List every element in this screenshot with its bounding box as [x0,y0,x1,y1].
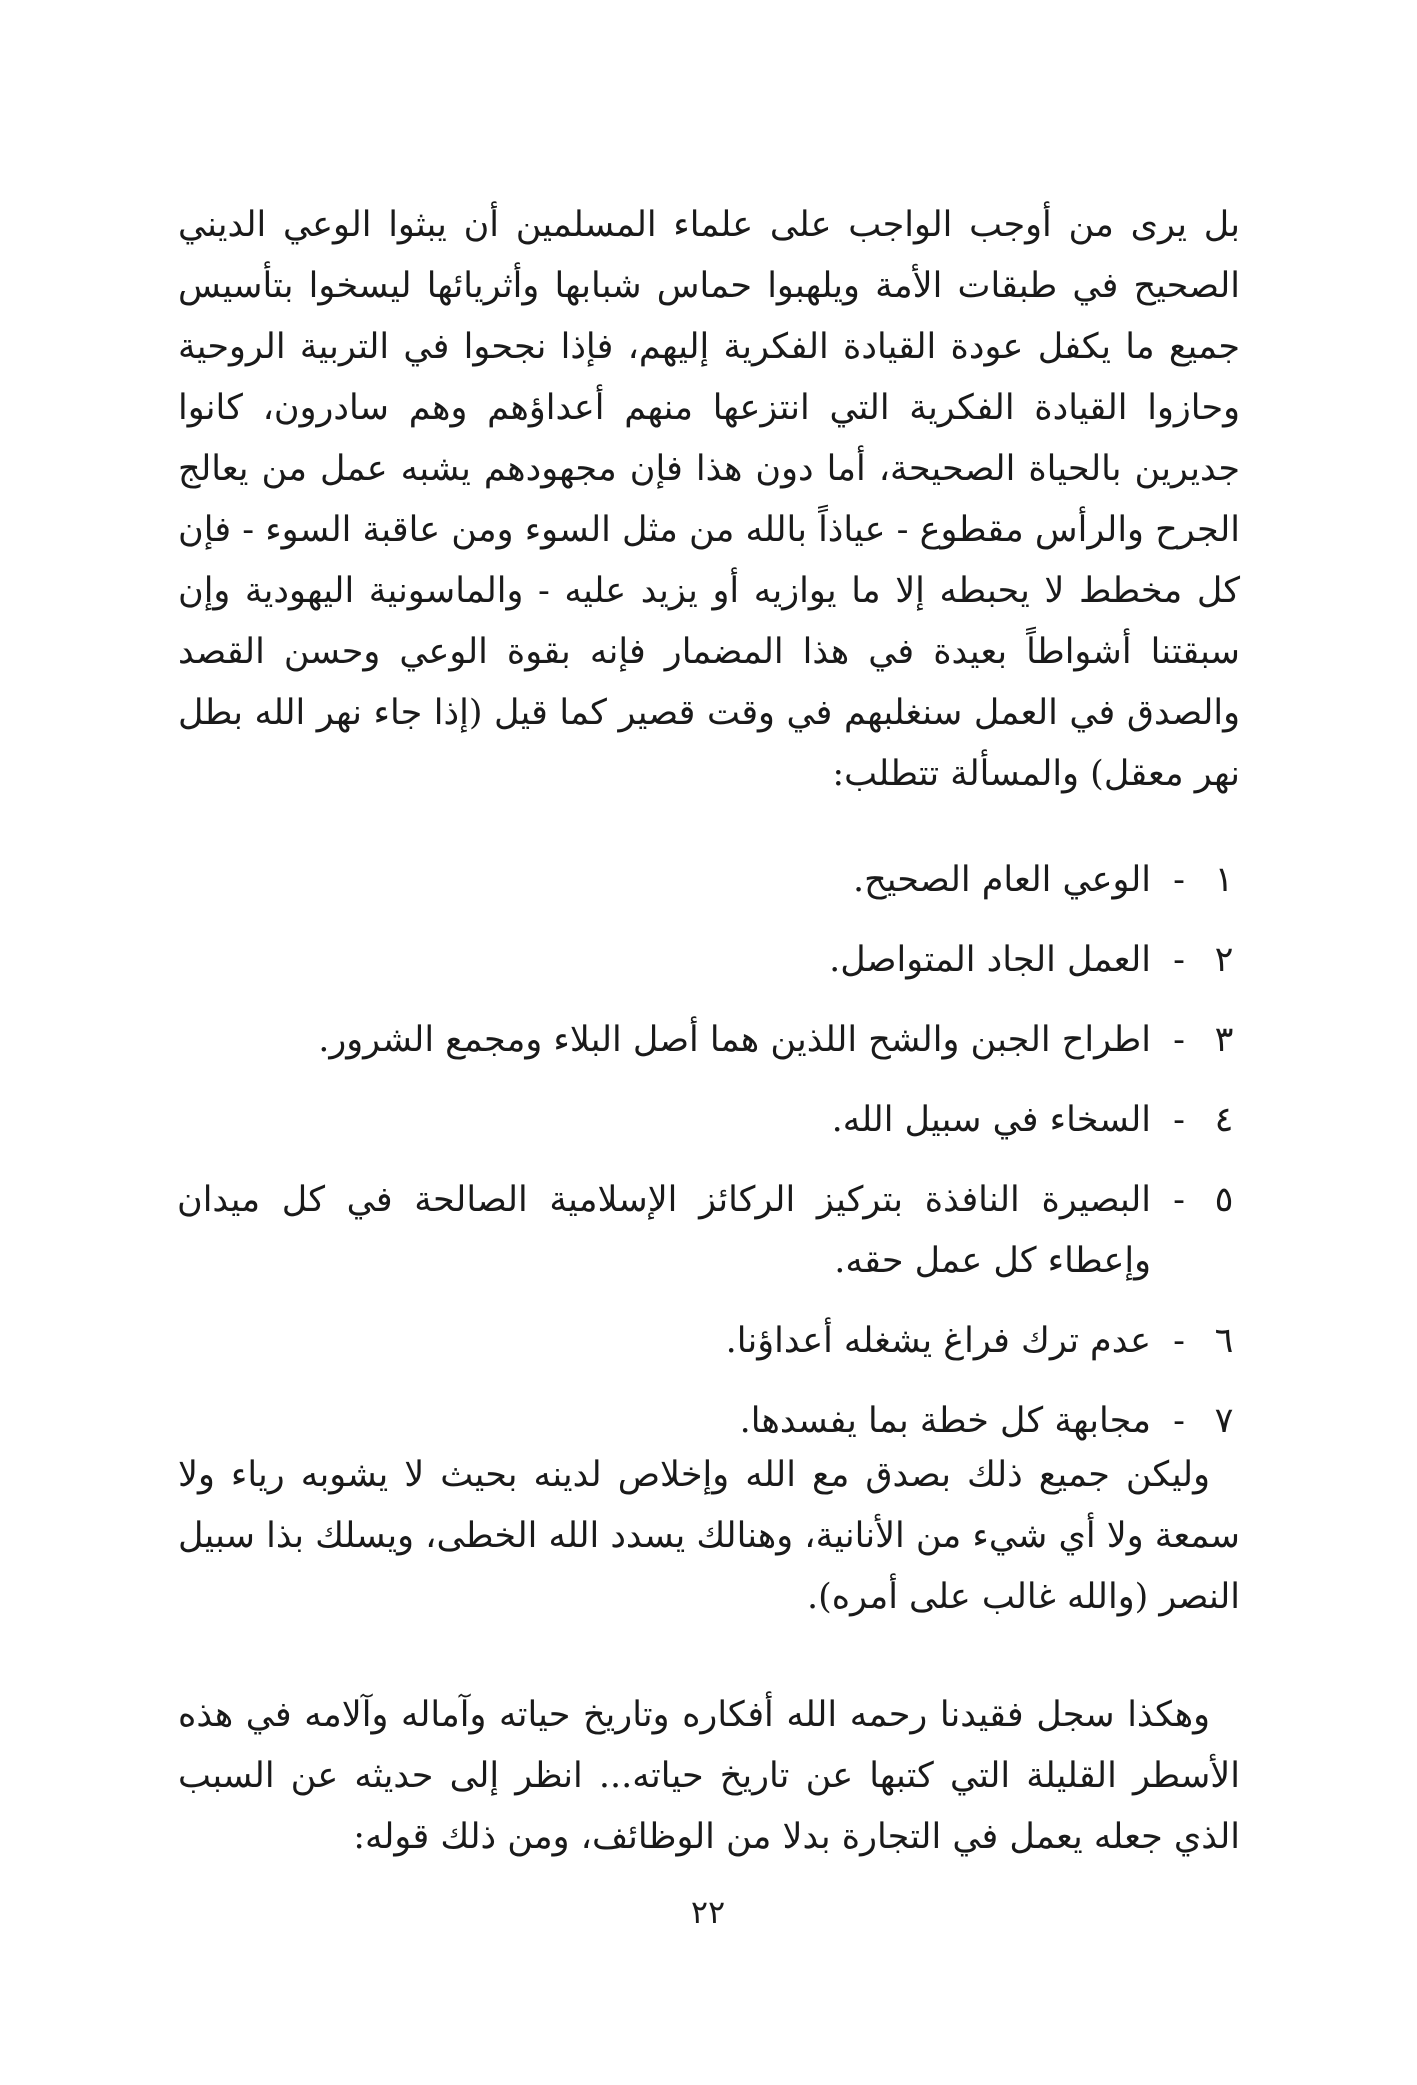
page-number: ٢٢ [690,1893,726,1931]
list-item-dash: - [1173,1321,1185,1361]
list-item-text: البصيرة النافذة بتركيز الركائز الإسلامية الصالحة في كل ميدان وإعطاء كل عمل حقه. [177,1180,1151,1281]
body-paragraph-2: وليكن جميع ذلك بصدق مع الله وإخلاص لدينه بحيث لا يشوبه رياء ولا سمعة ولا أي شيء من الأنانية، وهنالك يسدد الله الخطى، ويسلك بذا سبيل النصر (والله غالب على أمره). [178,1455,1240,1617]
list-item-number: ٢ [1214,940,1234,980]
list-item-number: ٣ [1214,1020,1234,1060]
list-item-dash: - [1173,1401,1185,1441]
list-item [177,1170,1241,1292]
list-item-text: مجابهة كل خطة بما يفسدها. [739,1401,1151,1441]
list-item-text: الوعي العام الصحيح. [853,860,1151,900]
list-item [177,1010,1241,1071]
list-item-text: اطراح الجبن والشح اللذين هما أصل البلاء ومجمع الشرور. [318,1020,1151,1060]
list-item-text: العمل الجاد المتواصل. [829,940,1151,980]
list-item [177,1391,1241,1452]
list-item-number: ٥ [1214,1180,1234,1220]
list-item-number: ١ [1214,860,1234,900]
body-paragraph-3: وهكذا سجل فقيدنا رحمه الله أفكاره وتاريخ حياته وآماله وآلامه في هذه الأسطر القليلة التي كتبها عن تاريخ حياته... انظر إلى حديثه عن السبب الذي جعله يعمل في التجارة بدلا من الوظائف، ومن ذلك قوله: [178,1695,1240,1857]
list-item [177,930,1241,991]
list-item [177,1311,1241,1372]
list-item-dash: - [1173,1180,1185,1220]
list-item-dash: - [1173,1020,1185,1060]
list-item-text: السخاء في سبيل الله. [831,1100,1151,1140]
list-item-dash: - [1173,940,1185,980]
list-item-number: ٤ [1214,1100,1234,1140]
list-item [177,850,1241,911]
body-paragraph-1: بل يرى من أوجب الواجب على علماء المسلمين أن يبثوا الوعي الديني الصحيح في طبقات الأمة ويلهبوا حماس شبابها وأثريائها ليسخوا بتأسيس جميع ما يكفل عودة القيادة الفكرية إليهم، فإذا نجحوا في التربية الروحية وحازوا القيادة الفكرية التي انتزعها منهم أعداؤهم وهم سادرون، كانوا جديرين بالحياة الصحيحة، أما دون هذا فإن مجهودهم يشبه عمل من يعالج الجرح والرأس مقطوع - عياذاً بالله من مثل السوء ومن عاقبة السوء - فإن كل مخطط لا يحبطه إلا ما يوازيه أو يزيد عليه - والماسونية اليهودية وإن سبقتنا أشواطاً بعيدة في هذا المضمار فإنه بقوة الوعي وحسن القصد والصدق في العمل سنغلبهم في وقت قصير كما قيل (إذا جاء نهر الله بطل نهر معقل) والمسألة تتطلب: [178,205,1240,794]
requirements-list [177,850,1241,1471]
list-item-text: عدم ترك فراغ يشغله أعداؤنا. [725,1321,1151,1361]
list-item-number: ٦ [1214,1321,1234,1361]
list-item-dash: - [1173,860,1185,900]
list-item [177,1090,1241,1151]
list-item-dash: - [1173,1100,1185,1140]
list-item-number: ٧ [1214,1401,1234,1441]
